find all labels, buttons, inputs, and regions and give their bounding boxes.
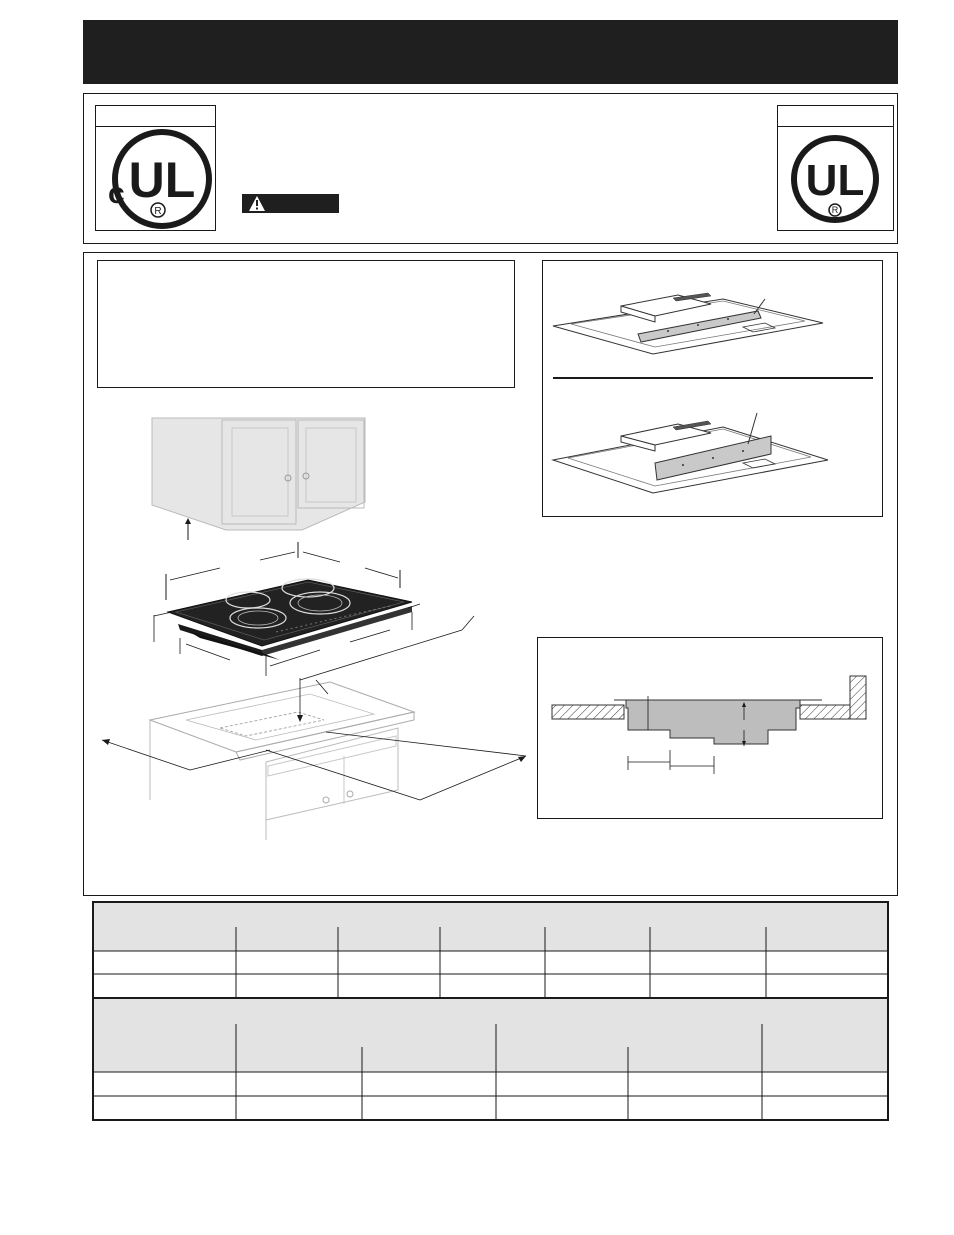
- cul-logo-strip: [96, 106, 215, 127]
- cul-logo-frame: [95, 105, 216, 231]
- specification-table-2: [92, 997, 889, 1121]
- bracket-diagram-panel: [542, 260, 883, 517]
- cross-section-diagram: [538, 638, 881, 817]
- cross-section-panel: [537, 637, 883, 819]
- page-header-bar: [83, 20, 898, 84]
- ul-registered-mark: R: [831, 205, 839, 215]
- instruction-text-panel: [97, 260, 515, 388]
- bracket-illustration-bottom: [553, 413, 828, 493]
- cul-registered-mark: R: [154, 206, 162, 217]
- ul-logo-strip: [778, 106, 893, 127]
- cooktop: [168, 579, 412, 660]
- table-2-grid: [94, 999, 887, 1119]
- base-cabinet-countertop: [150, 682, 414, 840]
- warning-label: [242, 194, 339, 213]
- specification-table-1: [92, 901, 889, 999]
- cul-mark: UL: [128, 152, 196, 208]
- cooktop-installation-diagram: [90, 410, 535, 850]
- upper-cabinet: [152, 418, 365, 530]
- bracket-illustration-top: [553, 293, 823, 354]
- bracket-diagram: [543, 261, 881, 515]
- cul-logo: [96, 127, 214, 231]
- cul-prefix: c: [108, 177, 125, 210]
- table-1-grid: [94, 903, 887, 997]
- ul-logo-frame: [777, 105, 894, 231]
- warning-triangle-icon: [242, 194, 272, 213]
- ul-logo: [778, 127, 892, 231]
- ul-mark: UL: [805, 156, 865, 205]
